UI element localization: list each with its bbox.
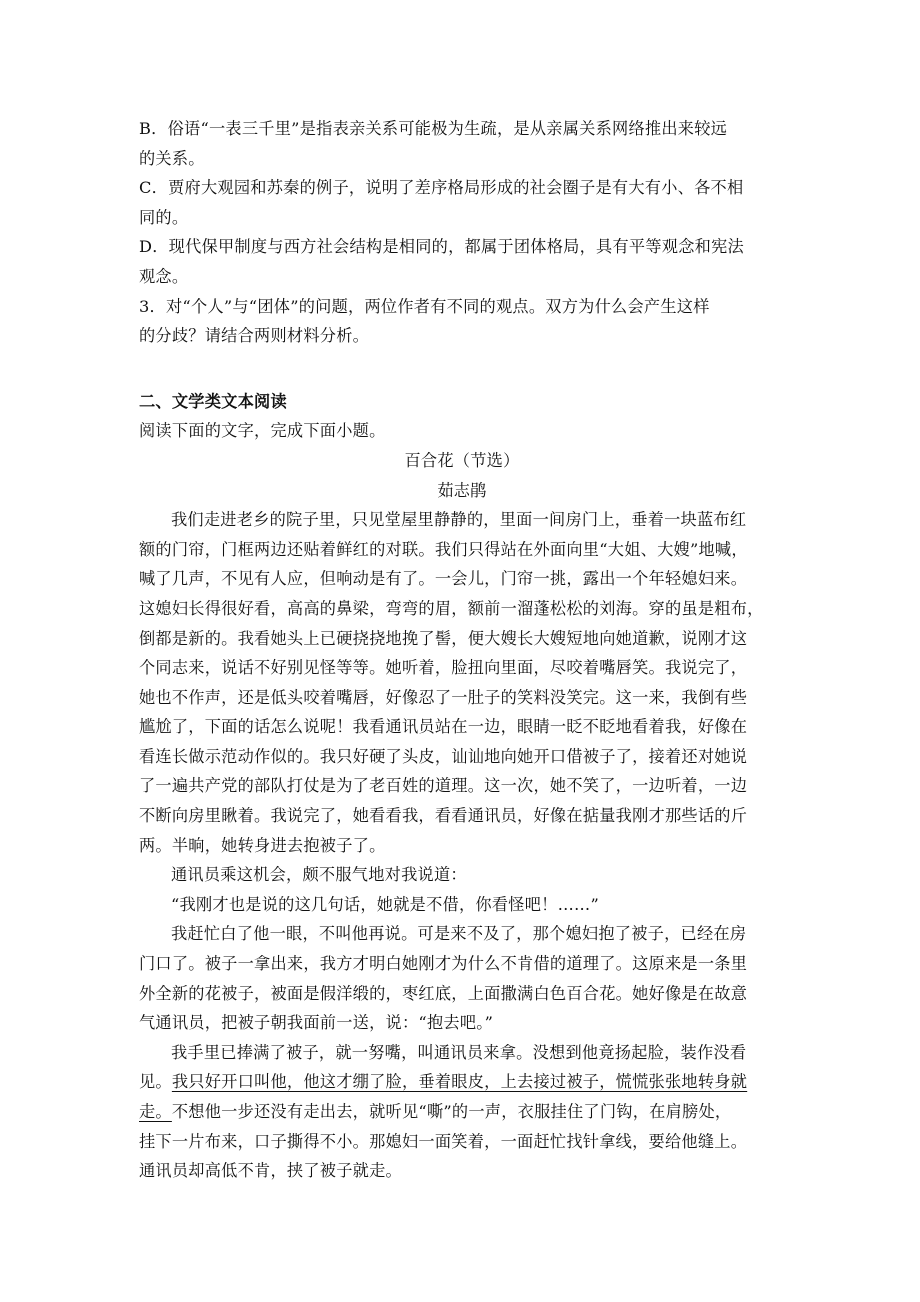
paragraph-line: 尴尬了，下面的话怎么说呢！我看通讯员站在一边，眼睛一眨不眨地看着我，好像在: [139, 717, 748, 737]
paragraph-line: 个同志来，说话不好别见怪等等。她听着，脸扭向里面，尽咬着嘴唇笑。我说完了，: [139, 658, 748, 678]
underlined-sentence: 我只好开口叫他，他这才绷了脸，垂着眼皮，上去接过被子，慌慌张张地转身就: [171, 1072, 748, 1092]
paragraph-line: 通讯员却高低不肯，挟了被子就走。: [139, 1161, 402, 1181]
option-d: [139, 232, 785, 291]
section-gap: [139, 351, 785, 387]
paragraph-4: [139, 919, 785, 1037]
document-page: [139, 114, 785, 1186]
paragraph-line: 挂下一片布来，口子撕得不小。那媳妇一面笑着，一面赶忙找针拿线，要给他缝上。: [139, 1131, 748, 1151]
question-3: [139, 292, 785, 351]
paragraph-line: [139, 1067, 785, 1097]
paragraph-line: 喊了几声，不见有人应，但响动是有了。一会儿，门帘一挑，露出一个年轻媳妇来。: [139, 569, 748, 589]
paragraph-1: [139, 505, 785, 860]
paragraph-5: [139, 1038, 785, 1186]
paragraph-line: 门口了。被子一拿出来，我方才明白她刚才为什么不肯借的道理了。这原来是一条里: [139, 954, 748, 974]
option-c-line: C．贾府大观园和苏秦的例子，说明了差序格局形成的社会圈子是有大有小、各不相: [139, 178, 744, 198]
underlined-sentence-end: 走。: [139, 1102, 172, 1121]
paragraph-line: 气通讯员，把被子朝我面前一送，说：“抱去吧。”: [139, 1013, 494, 1033]
paragraph-2: 通讯员乘这机会，颇不服气地对我说道：: [171, 865, 467, 885]
paragraph-line: 两。半晌，她转身进去抱被子了。: [139, 835, 386, 855]
paragraph-line: 这媳妇长得很好看，高高的鼻梁，弯弯的眉，额前一溜蓬松松的刘海。穿的虽是粗布，: [139, 598, 764, 618]
paragraph-line: 我们走进老乡的院子里，只见堂屋里静静的，里面一间房门上，垂着一块蓝布红: [171, 510, 747, 530]
paragraph-line: 看连长做示范动作似的。我只好硬了头皮，讪讪地向她开口借被子了，接着还对她说: [139, 746, 748, 766]
paragraph-line: 我赶忙白了他一眼，不叫他再说。可是来不及了，那个媳妇抱了被子，已经在房: [171, 924, 747, 944]
option-b-line: B．俗语“一表三千里”是指表亲关系可能极为生疏，是从亲属关系网络推出来较远: [139, 119, 728, 138]
paragraph-line: 外全新的花被子，被面是假洋缎的，枣红底，上面撒满白色百合花。她好像是在故意: [139, 983, 748, 1003]
paragraph-line: 了一遍共产党的部队打仗是为了老百姓的道理。这一次，她不笑了，一边听着，一边: [139, 776, 748, 796]
paragraph-line: 不断向房里瞅着。我说完了，她看看我，看看通讯员，好像在掂量我刚才那些话的斤: [139, 806, 748, 826]
section-instruction: 阅读下面的文字，完成下面小题。: [139, 421, 386, 441]
option-c: [139, 173, 785, 232]
passage-header: [139, 446, 785, 505]
paragraph-line: 我手里已捧满了被子，就一努嘴，叫通讯员来拿。没想到他竟扬起脸，装作没看: [171, 1042, 747, 1062]
paragraph-line: 倒都是新的。我看她头上已硬挠挠地挽了髻，便大嫂长大嫂短地向她道歉，说刚才这: [139, 628, 748, 648]
paragraph-line: 她也不作声，还是低头咬着嘴唇，好像忍了一肚子的笑料没笑完。这一来，我倒有些: [139, 687, 748, 707]
paragraph-line: 额的门帘，门框两边还贴着鲜红的对联。我们只得站在外面向里“大姐、大嫂”地喊，: [139, 539, 748, 559]
plain-text: 见。: [139, 1072, 172, 1092]
option-c-line: 同的。: [139, 207, 189, 227]
paragraph-3-quote: “我刚才也是说的这几句话，她就是不借，你看怪吧！……”: [171, 894, 599, 914]
passage-author: 茹志鹃: [437, 480, 487, 500]
option-d-line: D．现代保甲制度与西方社会结构是相同的，都属于团体格局，具有平等观念和宪法: [139, 237, 744, 257]
question-3-line: 3．对“个人”与“团体”的问题，两位作者有不同的观点。双方为什么会产生这样: [139, 296, 710, 316]
paragraph-line: [139, 1097, 785, 1127]
option-b: [139, 114, 785, 173]
section-heading: 二、文学类文本阅读: [139, 391, 287, 411]
plain-text: 不想他一步还没有走出去，就听见“嘶”的一声，衣服挂住了门钩，在肩膀处，: [171, 1102, 732, 1121]
passage-title: 百合花（节选）: [404, 450, 520, 470]
option-b-line: 的关系。: [139, 148, 205, 168]
question-3-line: 的分歧？请结合两则材料分析。: [139, 326, 370, 346]
option-d-line: 观念。: [139, 266, 189, 286]
